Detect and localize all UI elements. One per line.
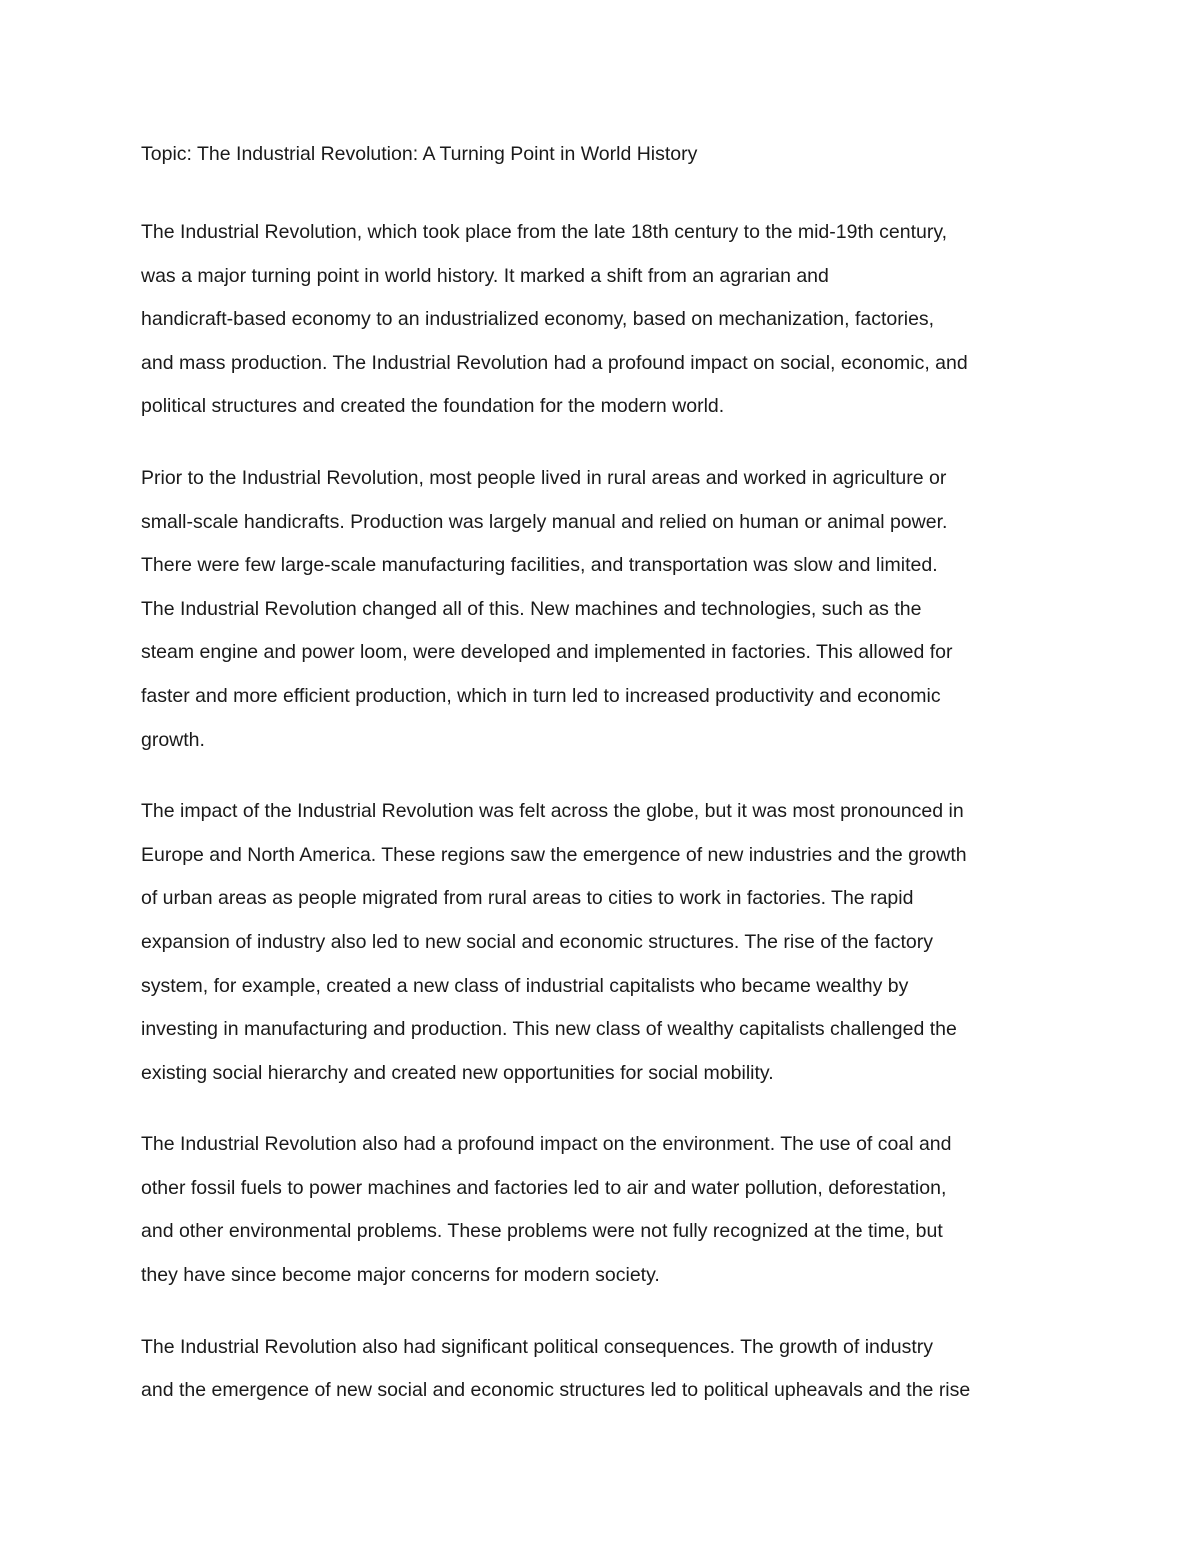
text-line: handicraft-based economy to an industrialized economy, based on mechanization, factories, <box>141 308 935 331</box>
text-line: Prior to the Industrial Revolution, most people lived in rural areas and worked in agriculture or <box>141 466 947 489</box>
text-line: expansion of industry also led to new social and economic structures. The rise of the factory <box>141 930 933 953</box>
text-line: existing social hierarchy and created new opportunities for social mobility. <box>141 1061 774 1084</box>
text-line: The Industrial Revolution also had a profound impact on the environment. The use of coal and <box>141 1133 952 1156</box>
text-line: investing in manufacturing and production. This new class of wealthy capitalists challenged the <box>141 1018 957 1041</box>
text-line: steam engine and power loom, were developed and implemented in factories. This allowed for <box>141 641 953 664</box>
text-line: The impact of the Industrial Revolution was felt across the globe, but it was most pronounced in <box>141 800 964 823</box>
paragraph-environment <box>141 1123 1071 1297</box>
text-line: There were few large-scale manufacturing facilities, and transportation was slow and limited. <box>141 554 938 577</box>
text-line: they have since become major concerns for modern society. <box>141 1264 660 1287</box>
paragraph-political <box>141 1326 1071 1413</box>
text-line: was a major turning point in world history. It marked a shift from an agrarian and <box>141 264 829 287</box>
text-line: small-scale handicrafts. Production was largely manual and relied on human or animal power. <box>141 510 948 533</box>
text-line: The Industrial Revolution also had significant political consequences. The growth of industry <box>141 1335 934 1358</box>
text-line: and other environmental problems. These problems were not fully recognized at the time, but <box>141 1220 943 1243</box>
text-line: system, for example, created a new class of industrial capitalists who became wealthy by <box>141 974 909 997</box>
text-line: The Industrial Revolution changed all of this. New machines and technologies, such as the <box>141 597 922 620</box>
text-line: The Industrial Revolution, which took place from the late 18th century to the mid-19th century, <box>141 221 948 243</box>
text-line: other fossil fuels to power machines and factories led to air and water pollution, deforestation, <box>141 1176 947 1199</box>
document-body <box>141 138 1071 1413</box>
text-line: growth. <box>141 728 205 751</box>
text-line: political structures and created the foundation for the modern world. <box>141 395 725 418</box>
text-line: and mass production. The Industrial Revolution had a profound impact on social, economic, and <box>141 351 968 374</box>
document-title: Topic: The Industrial Revolution: A Turning Point in World History <box>141 143 698 165</box>
paragraph-introduction <box>141 211 1071 429</box>
text-line: Europe and North America. These regions saw the emergence of new industries and the growth <box>141 843 967 866</box>
text-line: of urban areas as people migrated from rural areas to cities to work in factories. The rapid <box>141 887 914 910</box>
paragraph-before-revolution <box>141 457 1071 762</box>
text-line: and the emergence of new social and economic structures led to political upheavals and the rise <box>141 1379 971 1402</box>
paragraph-global-impact <box>141 790 1071 1095</box>
text-line: faster and more efficient production, which in turn led to increased productivity and economic <box>141 684 941 707</box>
